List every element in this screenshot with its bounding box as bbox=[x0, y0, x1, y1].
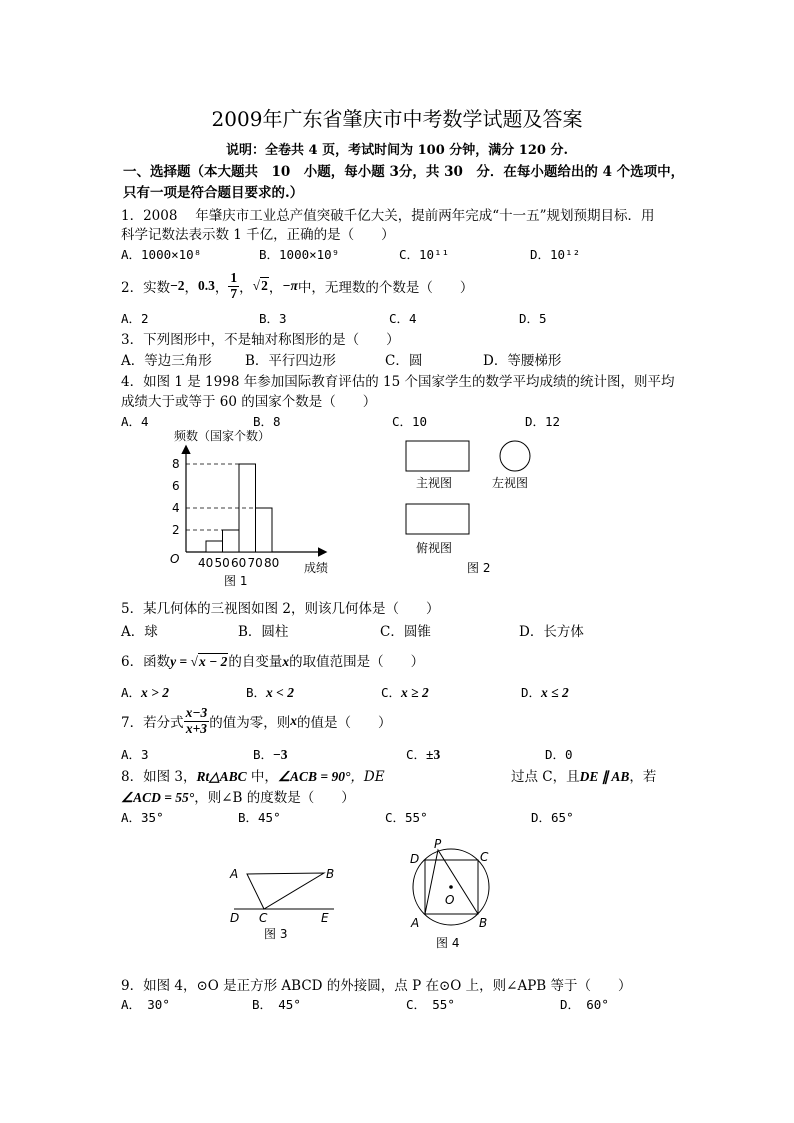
section1-heading-line2: 只有一项是符合题目要求的.） bbox=[123, 185, 304, 201]
q4-option-b: B．8 bbox=[253, 414, 281, 429]
q7-option-a: A．3 bbox=[121, 747, 149, 762]
q7-post: 的值为零，则 bbox=[209, 715, 291, 731]
q7-option-b: B．−3 bbox=[253, 747, 288, 762]
histogram-bar bbox=[256, 508, 273, 552]
left-view-circle bbox=[500, 441, 530, 471]
q1-option-d: D．10¹² bbox=[530, 247, 581, 262]
q4-option-a: A．4 bbox=[121, 414, 149, 429]
q7-option-c: C．±3 bbox=[406, 747, 441, 762]
q2-stem: 2．实数 −2 ， 0.3 ， $\frac{1}{7}$ ， √2 ， −π 中，无理数的个数是（ ） bbox=[121, 270, 474, 301]
q7-fraction bbox=[184, 706, 210, 735]
q8-angle-acb: ∠ACB = 90° bbox=[277, 769, 351, 784]
q8-option-b: B．45° bbox=[238, 810, 281, 825]
q6-var-y: y bbox=[170, 654, 177, 669]
q8-option-a: A．35° bbox=[121, 810, 164, 825]
q6-radicand: x − 2 bbox=[198, 654, 228, 669]
q7-stem bbox=[121, 701, 392, 741]
figure1-origin: O bbox=[170, 552, 180, 566]
q6-option-a: A．x > 2 bbox=[121, 685, 169, 700]
q6-post2: 的取值范围是（ ） bbox=[289, 654, 425, 670]
q8-parallel: DE ∥ AB bbox=[579, 769, 630, 784]
figure3-caption: 图 3 bbox=[264, 927, 288, 941]
q2-option-b: B．3 bbox=[259, 311, 287, 326]
figure1-xlabel: 成绩 bbox=[304, 561, 329, 575]
x-tick-label: 70 bbox=[247, 556, 263, 570]
q2-value-1: −2 bbox=[170, 278, 185, 293]
q4-stem-line1: 4．如图 1 是 1998 年参加国际教育评估的 15 个国家学生的数学平均成绩的统计图，则平均 bbox=[121, 374, 675, 390]
q8-option-c: C．55° bbox=[385, 810, 428, 825]
q7-option-d: D．0 bbox=[545, 747, 573, 762]
center-point bbox=[449, 885, 453, 889]
exam-instructions: 说明：全卷共 4 页，考试时间为 100 分钟，满分 120 分. bbox=[226, 143, 568, 158]
figure2-caption: 图 2 bbox=[467, 561, 491, 575]
q5-option-d: D．长方体 bbox=[519, 624, 584, 640]
fig4-label-d: D bbox=[410, 852, 420, 866]
q9-stem: 9．如图 4，⊙O 是正方形 ABCD 的外接圆，点 P 在⊙O 上，则∠APB 等于（ ） bbox=[121, 978, 632, 994]
q1-stem-line1: 1．2008 年肇庆市工业总产值突破千亿大关，提前两年完成“十一五”规划预期目标．用 bbox=[121, 208, 655, 224]
q7-pre: 7．若分式 bbox=[121, 715, 184, 731]
histogram-bar bbox=[206, 541, 223, 552]
histogram-bar bbox=[239, 464, 256, 552]
q3-option-c: C．圆 bbox=[385, 353, 423, 369]
q3-option-a: A．等边三角形 bbox=[121, 353, 212, 369]
q5-option-b: B．圆柱 bbox=[238, 624, 289, 640]
q9-option-d: D． 60° bbox=[560, 997, 609, 1012]
figure1-ylabel: 频数（国家个数） bbox=[174, 429, 271, 443]
q9-option-b: B． 45° bbox=[252, 997, 301, 1012]
q2-value-5: −π bbox=[282, 278, 298, 293]
q8-stem-line1-left: 8．如图 3，Rt△ABC 中，∠ACB = 90°，DE bbox=[121, 769, 385, 785]
q1-option-a: A．1000×10⁸ bbox=[121, 247, 202, 262]
q3-option-d: D．等腰梯形 bbox=[483, 353, 562, 369]
q2-fraction bbox=[228, 271, 239, 300]
q2-option-d: D．5 bbox=[519, 311, 547, 326]
fig3-label-b: B bbox=[326, 867, 335, 881]
q1-option-c: C．10¹¹ bbox=[399, 247, 450, 262]
section1-heading-line1: 一、选择题（本大题共 10 小题，每小题 3分，共 30 分．在每小题给出的 4 个选项中， bbox=[123, 164, 685, 180]
q4-option-d: D．12 bbox=[525, 414, 561, 429]
fig3-label-a: A bbox=[230, 867, 239, 881]
figure2-top-label: 俯视图 bbox=[416, 541, 453, 555]
q6-stem bbox=[121, 650, 424, 670]
q9-option-a: A． 30° bbox=[121, 997, 170, 1012]
y-tick-label: 4 bbox=[172, 501, 180, 515]
fig4-label-p: P bbox=[434, 837, 442, 851]
q5-option-a: A．球 bbox=[121, 624, 158, 640]
q8-angle-acd: ∠ACD = 55° bbox=[121, 790, 195, 805]
fig4-label-a: A bbox=[411, 916, 420, 930]
q2-fraction-numerator: 1 bbox=[230, 270, 238, 286]
q5-option-c: C．圆锥 bbox=[380, 624, 431, 640]
figure4-caption: 图 4 bbox=[436, 936, 460, 950]
y-tick-label: 8 bbox=[172, 457, 180, 471]
y-tick-label: 2 bbox=[172, 523, 180, 537]
triangle-abc bbox=[247, 873, 324, 909]
q6-sqrt: √x − 2 bbox=[190, 654, 228, 669]
q6-equals: = bbox=[176, 654, 191, 669]
q2-option-c: C．4 bbox=[389, 311, 417, 326]
fig4-label-o: O bbox=[445, 893, 455, 907]
q1-option-b: B．1000×10⁹ bbox=[259, 247, 340, 262]
q7-fraction-denominator: x+3 bbox=[185, 720, 208, 736]
q8-stem-line1-right: 过点 C，且DE ∥ AB，若 bbox=[511, 769, 657, 785]
x-tick-label: 60 bbox=[231, 556, 247, 570]
q6-pre: 6．函数 bbox=[121, 654, 171, 670]
q8-stem-line2: ∠ACD = 55°，则∠B 的度数是（ ） bbox=[121, 790, 355, 806]
figure2-three-views bbox=[396, 435, 546, 580]
q6-option-b: B．x < 2 bbox=[246, 685, 294, 700]
q8-option-d: D．65° bbox=[531, 810, 574, 825]
q2-sqrt-value: 2 bbox=[261, 278, 268, 293]
figure2-left-label: 左视图 bbox=[492, 476, 529, 490]
figure4-circle-square bbox=[404, 836, 504, 954]
q9-option-c: C． 55° bbox=[406, 997, 455, 1012]
page-title: 2009年广东省肇庆市中考数学试题及答案 bbox=[211, 107, 583, 131]
q7-var-x: x bbox=[290, 713, 298, 728]
fig4-label-c: C bbox=[480, 850, 489, 864]
figure1-caption: 图 1 bbox=[224, 574, 248, 588]
histogram-bar bbox=[223, 530, 240, 552]
fig3-label-c: C bbox=[259, 911, 268, 925]
figure1-histogram bbox=[160, 425, 360, 595]
q2-sqrt: √2 bbox=[252, 278, 268, 293]
q2-post: 中，无理数的个数是（ ） bbox=[297, 280, 474, 296]
q7-post2: 的值是（ ） bbox=[297, 715, 392, 731]
q4-stem-line2: 成绩大于或等于 60 的国家个数是（ ） bbox=[121, 394, 377, 410]
figure2-front-label: 主视图 bbox=[416, 476, 453, 490]
x-tick-label: 50 bbox=[214, 556, 230, 570]
q6-option-d: D．x ≤ 2 bbox=[521, 685, 569, 700]
q2-option-a: A．2 bbox=[121, 311, 149, 326]
q8-triangle: Rt△ABC bbox=[196, 769, 247, 784]
q7-fraction-numerator: x−3 bbox=[185, 705, 208, 721]
q3-stem: 3．下列图形中，不是轴对称图形的是（ ） bbox=[121, 332, 400, 348]
q6-option-c: C．x ≥ 2 bbox=[381, 685, 429, 700]
y-tick-label: 6 bbox=[172, 479, 180, 493]
figure3-triangle bbox=[222, 858, 352, 946]
fig3-label-d: D bbox=[230, 911, 240, 925]
q2-fraction-denominator: 7 bbox=[230, 285, 238, 301]
fig4-label-b: B bbox=[479, 916, 488, 930]
q6-post: 的自变量 bbox=[228, 654, 283, 670]
q2-value-2: 0.3 bbox=[198, 278, 215, 293]
q5-stem: 5．某几何体的三视图如图 2，则该几何体是（ ） bbox=[121, 601, 440, 617]
top-view-rectangle bbox=[406, 504, 469, 534]
x-tick-label: 40 bbox=[198, 556, 214, 570]
q3-option-b: B．平行四边形 bbox=[245, 353, 336, 369]
q1-stem-line2: 科学记数法表示数 1 千亿，正确的是（ ） bbox=[121, 227, 395, 243]
q2-pre: 2．实数 bbox=[121, 280, 171, 296]
front-view-rectangle bbox=[406, 441, 469, 471]
fig3-label-e: E bbox=[321, 911, 329, 925]
q4-option-c: C．10 bbox=[392, 414, 428, 429]
q6-var-x: x bbox=[282, 654, 290, 669]
x-tick-label: 80 bbox=[264, 556, 280, 570]
